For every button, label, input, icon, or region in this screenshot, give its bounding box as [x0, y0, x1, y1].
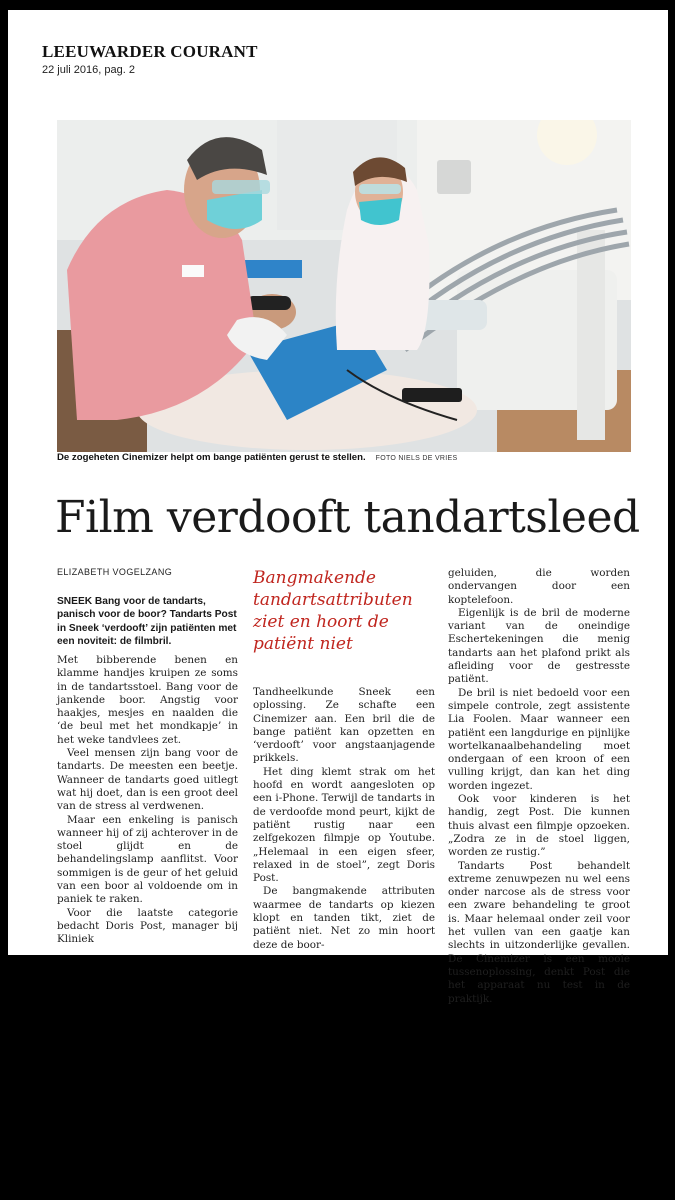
article-headline: Film verdooft tandartsleed	[55, 492, 640, 543]
article-column-1	[57, 654, 238, 947]
paragraph: Eigenlijk is de bril de moderne variant van de oneindige Eschertekeningen die menig tandarts aan het plafond prikt als afleiding voor de gestresste patiënt.	[448, 606, 630, 686]
paragraph: Met bibberende benen en klamme handjes kruipen ze soms in de tandartsstoel. Bang voor de jankende boor. Angstig voor haakjes, mesjes en naalden die ‘de beul met het mondkapje’ in het weke tandvlees zet.	[57, 654, 238, 746]
paragraph: Tandheelkunde Sneek een oplossing. Ze schafte een Cinemizer aan. Een bril die de bange patiënt kan opzetten en ‘verdooft’ voor angstaanjagende prikkels.	[253, 686, 435, 765]
article-photo	[57, 120, 631, 460]
article-intro: SNEEK Bang voor de tandarts, panisch voor de boor? Tandarts Post in Sneek ‘verdooft’ zijn patiënten met een noviteit: de filmbril.	[57, 596, 237, 647]
article-column-2	[253, 686, 435, 952]
paragraph: Veel mensen zijn bang voor de tandarts. De meesten een beetje. Wanneer de tandarts goed uitlegt wat hij doet, dan is een groot deel van de stress al verdwenen.	[57, 747, 238, 813]
dateline: 22 juli 2016, pag. 2	[42, 64, 135, 76]
paragraph: Tandarts Post behandelt extreme zenuwpezen nu wel eens onder narcose als de stress voor een zware behandeling te groot is. Maar helemaal onder zeil voor het vullen van een gaatje kan slechts in uitzonderlijke gevallen. De Cinemizer is een mooie tussenoplossing, denkt Post die het apparaat nu test in de praktijk.	[448, 859, 630, 1005]
article-column-3	[448, 567, 630, 1006]
photo-credit: FOTO NIELS DE VRIES	[375, 455, 458, 462]
newspaper-clipping	[8, 10, 668, 1005]
paragraph: De bril is niet bedoeld voor een simpele controle, zegt assistente Lia Foolen. Maar wanneer een patiënt een langdurige en pijnlijke wortelkanaalbehandeling moet ondergaan of een kroon of een vulling krijgt, dan kan het ding worden ingezet.	[448, 686, 630, 792]
paragraph: Ook voor kinderen is het handig, zegt Post. Die kunnen thuis alvast een filmpje opzoeken. „Zodra ze in de stoel liggen, worden ze rustig.”	[448, 793, 630, 859]
caption-text: De zogeheten Cinemizer helpt om bange patiënten gerust te stellen.	[57, 452, 366, 463]
paragraph: Maar een enkeling is panisch wanneer hij of zij achterover in de stoel glijdt en de behandelingslamp aanflitst. Voor sommigen is de geur of het geluid van een boor al voldoende om in paniek te raken.	[57, 813, 238, 906]
paragraph: Voor die laatste categorie bedacht Doris Post, manager bij Kliniek	[57, 906, 238, 946]
pull-quote: Bangmakende tandartsattributen ziet en hoort de patiënt niet	[253, 568, 413, 654]
photo-caption	[57, 452, 631, 463]
paragraph: Het ding klemt strak om het hoofd en wordt aangesloten op een i-Phone. Terwijl de tandarts in de verdoofde mond peurt, kijkt de patiënt rustig naar een zelfgekozen filmpje op Youtube. „Helemaal in een eigen sfeer, relaxed in de stoel”, zegt Doris Post.	[253, 765, 435, 885]
paragraph: De bangmakende attributen waarmee de tandarts op kiezen klopt en tanden tikt, ziet de patiënt niet. Net zo min hoort deze de boor-	[253, 885, 435, 951]
byline: ELIZABETH VOGELZANG	[57, 567, 173, 577]
dentist-photo-illustration	[57, 120, 631, 452]
newspaper-masthead: LEEUWARDER COURANT	[42, 42, 258, 61]
paragraph: geluiden, die worden ondervangen door een koptelefoon.	[448, 567, 630, 606]
